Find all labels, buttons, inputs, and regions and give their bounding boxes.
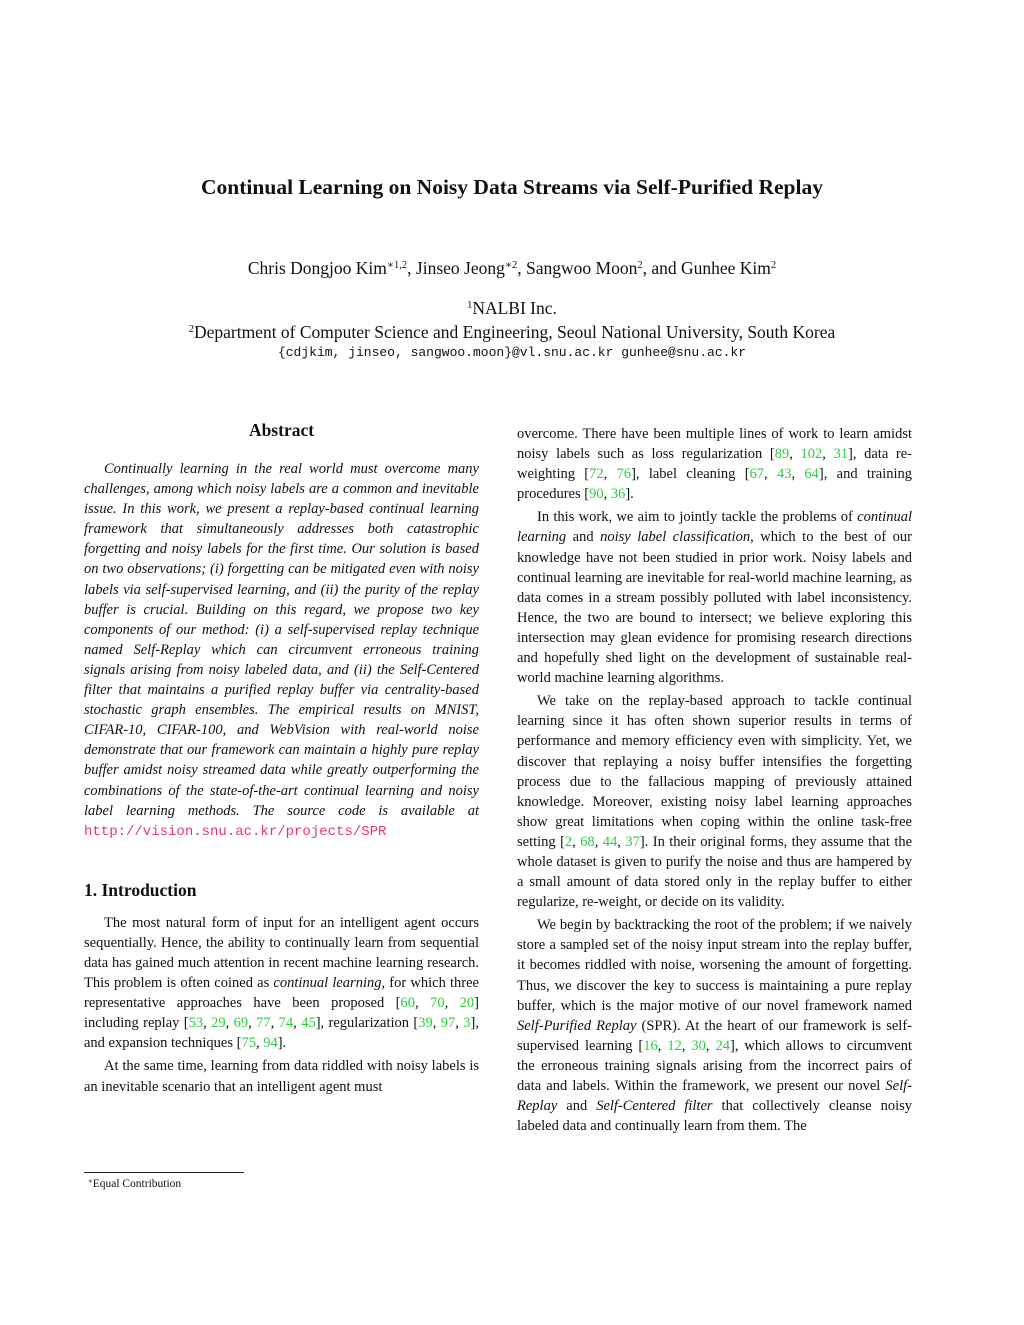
author-name: Jinseo Jeong xyxy=(415,258,505,278)
citation-link[interactable]: 64 xyxy=(804,466,819,483)
emphasis: Self-Purified Replay xyxy=(517,1017,637,1034)
citation-link[interactable]: 75 xyxy=(241,1035,256,1052)
citation-link[interactable]: 45 xyxy=(301,1015,316,1032)
author-affiliation-mark: 2 xyxy=(770,259,777,271)
text-run: and xyxy=(557,1098,597,1115)
footnote-rule xyxy=(84,1172,244,1173)
paper-title: Continual Learning on Noisy Data Streams via Self-Purified Replay xyxy=(201,175,823,199)
citation-link[interactable]: 89 xyxy=(774,446,790,463)
intro-paragraph-3 xyxy=(517,507,912,688)
abstract-heading: Abstract xyxy=(248,420,315,440)
affiliation-text: NALBI Inc. xyxy=(472,298,557,318)
intro-paragraph-5 xyxy=(517,915,912,1136)
author-emails: {cdjkim, jinseo, sangwoo.moon}@vl.snu.ac.kr gunhee@snu.ac.kr xyxy=(277,345,747,360)
author-name: Chris Dongjoo Kim xyxy=(247,258,387,278)
citation-link[interactable]: 31 xyxy=(833,446,849,463)
intro-paragraph-2 xyxy=(84,1056,479,1096)
author-affiliation-mark: 2 xyxy=(637,259,643,271)
affiliation xyxy=(0,322,1024,343)
text-run: (SPR). At the heart of our framework is self-supervised learning [ xyxy=(517,1017,912,1054)
citation-link[interactable]: 24 xyxy=(715,1037,730,1054)
text-run: We begin by backtracking the root of the problem; if we naively store a sampled set of the noisy input stream into the replay buffer, it becomes riddled with noise, worsening the amount of forgetting. Thus, we discover the key to success is maintaining a pure replay buffer, which is the major motive of our novel framework named xyxy=(517,917,912,1014)
footnote-text: Equal Contribution xyxy=(92,1178,182,1190)
citation-link[interactable]: 90 xyxy=(589,486,604,503)
author-affiliation-mark: ∗1,2 xyxy=(386,259,408,271)
abstract-body: Continually learning in the real world must overcome many challenges, among which noisy labels are a common and inevitable issue. In this work, we present a replay-based continual learning framework that simultaneously addresses both catastrophic forgetting and noisy labels for the first time. Our solution is based on two observations; (i) forgetting can be mitigated even with noisy labels via self-supervised learning, and (ii) the purity of the replay buffer is crucial. Building on this regard, we propose two key components of our method: (i) a self-supervised replay technique named Self-Replay which can circumvent erroneous training signals arising from noisy labeled data, and (ii) the Self-Centered filter that maintains a purified replay buffer via centrality-based stochastic graph ensembles. The empirical results on MNIST, CIFAR-10, CIFAR-100, and WebVision with real-world noise demonstrate that our framework can maintain a highly pure replay buffer amidst noisy streamed data while greatly outperforming the combinations of the state-of-the-art continual learning and noisy label learning methods. The source code is available at xyxy=(84,461,479,819)
citation-link[interactable]: 39 xyxy=(418,1015,433,1032)
text-run: ], which allows to circumvent the erroneous training signals arising from the incorrect pairs of data and labels. Within the framework, we present our novel xyxy=(517,1037,913,1094)
citation-link[interactable]: 2 xyxy=(564,833,573,850)
author-affiliation-mark: ∗2 xyxy=(504,259,518,271)
citation-link[interactable]: 12 xyxy=(667,1037,682,1054)
citation-group: 89, 102, 31 xyxy=(774,446,849,463)
section-heading-introduction: 1. Introduction xyxy=(84,879,197,900)
citation-link[interactable]: 68 xyxy=(580,833,595,850)
text-run: ]. xyxy=(277,1035,287,1052)
citation-link[interactable]: 76 xyxy=(616,466,632,483)
citation-link[interactable]: 16 xyxy=(643,1037,658,1054)
citation-link[interactable]: 94 xyxy=(263,1035,278,1052)
emphasis: Self-Centered filter xyxy=(596,1098,713,1115)
citation-link[interactable]: 53 xyxy=(188,1015,204,1032)
emphasis: continual learning xyxy=(273,975,382,992)
text-run: ], regularization [ xyxy=(315,1015,419,1032)
text-run: and xyxy=(566,529,601,546)
right-column xyxy=(517,424,912,1139)
citation-group: 53, 29, 69, 77, 74, 45 xyxy=(188,1015,316,1032)
affiliation-text: Department of Computer Science and Engineering, Seoul National University, South Korea xyxy=(193,322,836,342)
citation-group: 60, 70, 20 xyxy=(400,995,475,1012)
citation-group: 90, 36 xyxy=(589,486,626,503)
text-run: At the same time, learning from data riddled with noisy labels is an inevitable scenario that an intelligent agent must xyxy=(84,1058,479,1095)
emphasis: noisy label classification xyxy=(600,529,751,546)
text-run: that collectively cleanse noisy labeled data and continually learn from them. The xyxy=(517,1098,912,1135)
citation-link[interactable]: 30 xyxy=(691,1037,706,1054)
author-name: Sangwoo Moon xyxy=(526,258,638,278)
citation-group: 16, 12, 30, 24 xyxy=(643,1037,730,1054)
intro-paragraph-4 xyxy=(517,691,912,912)
project-link[interactable]: http://vision.snu.ac.kr/projects/SPR xyxy=(84,823,387,840)
citation-link[interactable]: 3 xyxy=(463,1015,471,1032)
citation-link[interactable]: 69 xyxy=(233,1015,249,1032)
text-run: overcome. There have been multiple lines of work to learn amidst noisy labels such as loss regularization [ xyxy=(517,426,912,463)
citation-link[interactable]: 102 xyxy=(800,446,823,463)
left-column xyxy=(84,420,479,1100)
affiliation-mark: 1 xyxy=(467,299,473,311)
citation-group: 72, 76 xyxy=(589,466,632,483)
text-run: ], and expansion techniques [ xyxy=(84,1015,480,1052)
text-run: ], and training procedures [ xyxy=(517,466,913,503)
text-run: ] including replay [ xyxy=(84,995,480,1032)
citation-group: 39, 97, 3 xyxy=(418,1015,471,1032)
affiliation xyxy=(0,298,1024,319)
citation-link[interactable]: 77 xyxy=(256,1015,271,1032)
citation-link[interactable]: 29 xyxy=(211,1015,226,1032)
intro-paragraph-1 xyxy=(84,913,479,1054)
text-run: ], data re-weighting [ xyxy=(517,446,913,483)
text-run: , which to the best of our knowledge have not been studied in prior work. Noisy labels and continual learning are inevitable for real-world machine learning, as data comes in a stream possibly polluted with label inconsistency. Hence, the two are bound to intersect; we believe exploring this intersection may glean evidence for promising research directions and hopefully shed light on the development of sustainable real-world machine learning algorithms. xyxy=(517,529,912,687)
citation-link[interactable]: 36 xyxy=(610,486,626,503)
emphasis: Self-Replay xyxy=(517,1078,912,1115)
footnote-mark: ∗ xyxy=(88,1177,93,1185)
citation-link[interactable]: 97 xyxy=(440,1015,456,1032)
citation-link[interactable]: 44 xyxy=(602,833,618,850)
citation-link[interactable]: 20 xyxy=(459,995,475,1012)
author-list: Chris Dongjoo Kim$^{∗1,2}$, Jinseo Jeong$^{∗2}$, Sangwoo Moon$^2$, and Gunhee Kim$^2$ xyxy=(247,258,777,278)
abstract-text xyxy=(84,459,479,842)
citation-link[interactable]: 43 xyxy=(776,466,792,483)
citation-link[interactable]: 72 xyxy=(589,466,604,483)
citation-group: 75, 94 xyxy=(241,1035,278,1052)
text-run: We take on the replay-based approach to tackle continual learning since it has often shown superior results in terms of performance and memory efficiency even with simplicity. Yet, we discover that replaying a noisy buffer intensifies the forgetting process due to the fallacious mapping of previously attained knowledge. Moreover, existing noisy label learning approaches show great limitations when coping within the online task-free setting [ xyxy=(517,693,912,850)
text-run: ], label cleaning [ xyxy=(631,466,750,483)
footnote xyxy=(88,1178,181,1190)
citation-link[interactable]: 74 xyxy=(278,1015,294,1032)
emphasis: continual learning xyxy=(517,509,912,546)
citation-link[interactable]: 60 xyxy=(400,995,416,1012)
text-run: ]. xyxy=(625,486,634,503)
author-name: Gunhee Kim xyxy=(680,258,771,278)
affiliation-mark: 2 xyxy=(188,323,194,335)
citation-group: 2, 68, 44, 37 xyxy=(564,833,640,850)
citation-link[interactable]: 67 xyxy=(749,466,765,483)
text-run: The most natural form of input for an intelligent agent occurs sequentially. Hence, the ability to continually learn from sequential data has gained much attention in recent machine learning research. This problem is often coined as xyxy=(84,914,479,992)
text-run: , for which three representative approaches have been proposed [ xyxy=(84,975,479,1012)
text-run: ]. In their original forms, they assume that the whole dataset is given to purify the noise and thus are hampered by a small amount of data stored only in the replay buffer to either regularize, re-weight, or decide on its validity. xyxy=(517,833,913,911)
text-run: In this work, we aim to jointly tackle the problems of xyxy=(537,509,858,526)
citation-link[interactable]: 37 xyxy=(625,833,640,850)
citation-link[interactable]: 70 xyxy=(430,995,445,1012)
citation-group: 67, 43, 64 xyxy=(749,466,819,483)
intro-paragraph-continued xyxy=(517,424,912,504)
